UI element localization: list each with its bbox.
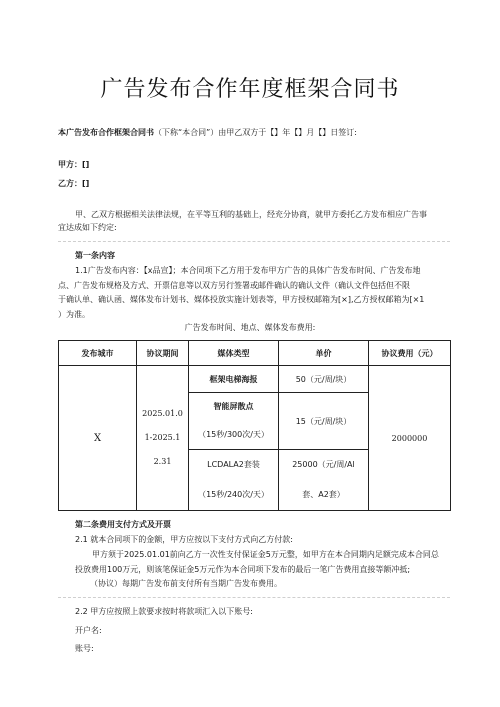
table-header-row (59, 341, 451, 366)
section-divider (58, 597, 450, 598)
table-caption: 广告发布时间、地点、媒体发布费用: (184, 323, 316, 332)
price-cell: 50（元/周/块） (279, 366, 369, 393)
period-line-1: 2025.01.0 (142, 409, 183, 418)
header-fee: 协议费用（元） (369, 341, 451, 366)
article1-line-1: 1.1广告发布内容：【x品宣】；本合同项下乙方用于发布甲方广告的具体广告发布时间、广告发布地 (75, 266, 421, 275)
header-city: 发布城市 (59, 341, 137, 366)
article2-line-1: 2.1 就本合同项下的金额，甲方应按以下支付方式向乙方付款: (75, 535, 293, 544)
city-cell: X (59, 366, 137, 511)
table-row (59, 366, 451, 393)
header-price: 单价 (279, 341, 369, 366)
preamble-line-1: 甲、乙双方根据相关法律法规，在平等互利的基础上，经充分协商，就甲方委托乙方发布相应广告事 (75, 210, 427, 219)
media-cell: 框架电梯海报 (189, 366, 279, 393)
period-cell (137, 366, 189, 511)
party-a: 甲方：[] (58, 160, 90, 169)
price-line-2: 套、A2套） (302, 490, 345, 499)
header-media: 媒体类型 (189, 341, 279, 366)
price-line-1: 25000（元/周/Al (292, 460, 355, 469)
article2-line-5: 2.2 甲方应按照上款要求按时将款项汇入以下账号: (75, 607, 253, 616)
section-divider (58, 241, 450, 242)
article1-line-3: 于确认单、确认函、媒体发布计划书、媒体投放实施计划表等，甲方授权邮箱为[×],乙方授权邮箱为[×1 (58, 295, 425, 304)
intro-line (58, 127, 357, 138)
article2-line-3: 投放费用100万元，则该笔保证金5万元作为本合同项下发布的最后一笔广告费用直接等额冲抵; (75, 565, 411, 574)
media-cell (189, 450, 279, 511)
media-line-2: （15秒/240次/天） (198, 490, 269, 499)
media-line-2: （15秒/300次/天） (198, 430, 269, 439)
article2-line-2: 甲方须于2025.01.01前向乙方一次性支付保证金5万元整，如甲方在本合同期内足额完成本合同总 (92, 550, 439, 559)
party-b: 乙方：[] (58, 179, 90, 188)
document-title: 广告发布合作年度框架合同书 (100, 77, 400, 102)
media-cell (189, 393, 279, 450)
intro-rest: （下称“本合同”）由甲乙双方于【】年【】月【】日签订: (154, 128, 357, 137)
intro-bold: 本广告发布合作框架合同书 (58, 128, 154, 137)
media-line-1: LCDALA2套装 (207, 460, 260, 469)
account-name-label: 开户名: (75, 626, 102, 635)
period-line-2: 1-2025.1 (144, 433, 181, 442)
price-cell: 15（元/周/块） (279, 393, 369, 450)
article2-heading: 第二条费用支付方式及开票 (75, 520, 171, 529)
fee-cell: 2000000 (369, 366, 451, 511)
period-line-3: 2.31 (153, 457, 172, 466)
article1-heading: 第一条内容 (75, 251, 115, 260)
article1-line-4: ）为准。 (58, 310, 90, 319)
header-period: 协议期间 (137, 341, 189, 366)
price-cell (279, 450, 369, 511)
price-table (58, 340, 451, 511)
article1-line-2: 点、广告发布规格及方式、开票信息等以双方另行签署或邮件确认的确认文件（确认文件包括但不限 (58, 281, 410, 290)
media-line-1: 智能屏散点 (213, 402, 254, 411)
article2-line-4: （协议）每期广告发布前支付所有当期广告发布费用。 (90, 579, 282, 588)
preamble-line-2: 宜达成如下约定: (58, 223, 117, 232)
account-number-label: 账号: (75, 644, 94, 653)
